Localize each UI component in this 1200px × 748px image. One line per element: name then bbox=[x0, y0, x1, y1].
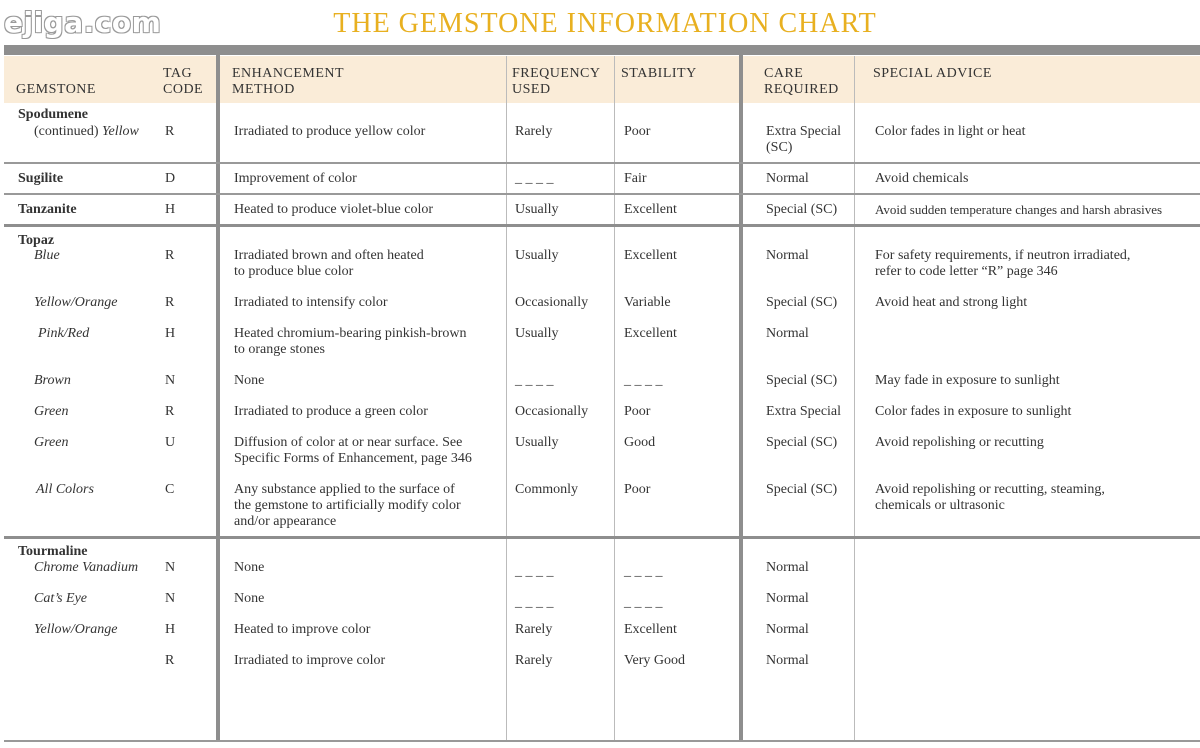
care-required: (SC) bbox=[766, 140, 793, 155]
special-advice: refer to code letter “R” page 346 bbox=[875, 264, 1058, 279]
frequency-used: Occasionally bbox=[515, 295, 589, 310]
gemstone-variety: Pink/Red bbox=[38, 326, 90, 341]
tag-code: R bbox=[165, 124, 175, 139]
header-care: REQUIRED bbox=[764, 82, 839, 97]
gemstone-name: Topaz bbox=[18, 233, 55, 248]
gemstone-variety: Green bbox=[34, 435, 69, 450]
special-advice: For safety requirements, if neutron irradiated, bbox=[875, 248, 1131, 263]
enhancement-method: Irradiated to produce a green color bbox=[234, 404, 428, 419]
header-frequency: FREQUENCY bbox=[512, 66, 601, 81]
row-divider bbox=[4, 193, 1200, 195]
tag-code: N bbox=[165, 560, 176, 575]
gemstone-variety: (continued) Yellow bbox=[34, 124, 139, 139]
stability: Excellent bbox=[624, 326, 677, 341]
enhancement-method: to produce blue color bbox=[234, 264, 354, 279]
enhancement-method: None bbox=[234, 373, 265, 388]
enhancement-method: Heated chromium-bearing pinkish-brown bbox=[234, 326, 467, 341]
gemstone-variety: All Colors bbox=[36, 482, 94, 497]
care-required: Special (SC) bbox=[766, 435, 838, 450]
frequency-used: Usually bbox=[515, 326, 559, 341]
enhancement-method: Diffusion of color at or near surface. See bbox=[234, 435, 463, 450]
enhancement-method: Heated to produce violet-blue color bbox=[234, 202, 434, 217]
stability: Poor bbox=[624, 482, 651, 497]
frequency-used: _ _ _ _ bbox=[515, 171, 554, 186]
tag-code: N bbox=[165, 373, 176, 388]
gemstone-name: Tourmaline bbox=[18, 544, 88, 559]
stability: _ _ _ _ bbox=[624, 564, 663, 579]
care-required: Normal bbox=[766, 591, 809, 606]
frequency-used: Occasionally bbox=[515, 404, 589, 419]
gemstone-name: Tanzanite bbox=[18, 202, 77, 217]
enhancement-method: Irradiated to produce yellow color bbox=[234, 124, 426, 139]
stability: Poor bbox=[624, 404, 651, 419]
care-required: Special (SC) bbox=[766, 373, 838, 388]
special-advice: Avoid repolishing or recutting, steaming, bbox=[875, 482, 1105, 497]
enhancement-method: Irradiated to improve color bbox=[234, 653, 386, 668]
special-advice: chemicals or ultrasonic bbox=[875, 498, 1005, 513]
tag-code: U bbox=[165, 435, 176, 450]
row-divider bbox=[4, 224, 1200, 227]
row-divider bbox=[4, 162, 1200, 164]
gemstone-variety: Yellow/Orange bbox=[34, 622, 118, 637]
tag-code: N bbox=[165, 591, 176, 606]
column-line-stability bbox=[614, 56, 615, 740]
special-advice: Avoid repolishing or recutting bbox=[875, 435, 1044, 450]
stability: Fair bbox=[624, 171, 647, 186]
stability: Excellent bbox=[624, 622, 677, 637]
care-required: Special (SC) bbox=[766, 482, 838, 497]
header-enhancement: ENHANCEMENT bbox=[232, 66, 345, 81]
column-divider-left bbox=[216, 45, 220, 742]
care-required: Normal bbox=[766, 560, 809, 575]
special-advice: May fade in exposure to sunlight bbox=[875, 373, 1060, 388]
stability: Excellent bbox=[624, 202, 677, 217]
special-advice: Avoid sudden temperature changes and harsh abrasives bbox=[875, 202, 1163, 217]
column-line-advice bbox=[854, 56, 855, 740]
header-care: CARE bbox=[764, 66, 804, 81]
gemstone-name: Sugilite bbox=[18, 171, 64, 186]
stability: Variable bbox=[624, 295, 671, 310]
frequency-used: Usually bbox=[515, 435, 559, 450]
care-required: Special (SC) bbox=[766, 295, 838, 310]
stability: Poor bbox=[624, 124, 651, 139]
tag-code: H bbox=[165, 622, 176, 637]
enhancement-method: None bbox=[234, 591, 265, 606]
care-required: Extra Special bbox=[766, 404, 842, 419]
frequency-used: Rarely bbox=[515, 653, 553, 668]
stability: _ _ _ _ bbox=[624, 595, 663, 610]
stability: Good bbox=[624, 435, 656, 450]
special-advice: Avoid heat and strong light bbox=[875, 295, 1028, 310]
care-required: Normal bbox=[766, 171, 809, 186]
care-required: Extra Special bbox=[766, 124, 842, 139]
tag-code: D bbox=[165, 171, 176, 186]
enhancement-method: Irradiated brown and often heated bbox=[234, 248, 424, 263]
tag-code: R bbox=[165, 248, 175, 263]
gemstone-variety: Chrome Vanadium bbox=[34, 560, 139, 575]
tag-code: C bbox=[165, 482, 175, 497]
column-divider-right bbox=[739, 45, 743, 742]
care-required: Normal bbox=[766, 622, 809, 637]
gemstone-variety: Yellow/Orange bbox=[34, 295, 118, 310]
enhancement-method: Improvement of color bbox=[234, 171, 357, 186]
watermark-logo: ejiga.com bbox=[4, 6, 162, 39]
special-advice: Color fades in light or heat bbox=[875, 124, 1026, 139]
header-frequency: USED bbox=[512, 82, 551, 97]
enhancement-method: the gemstone to artificially modify color bbox=[234, 498, 461, 513]
enhancement-method: Any substance applied to the surface of bbox=[234, 482, 455, 497]
gemstone-variety: Green bbox=[34, 404, 69, 419]
gemstone-name: Spodumene bbox=[18, 107, 89, 122]
special-advice: Avoid chemicals bbox=[875, 171, 969, 186]
row-divider bbox=[4, 536, 1200, 539]
frequency-used: Rarely bbox=[515, 124, 553, 139]
tag-code: H bbox=[165, 326, 176, 341]
gemstone-variety: Brown bbox=[34, 373, 71, 388]
frequency-used: Rarely bbox=[515, 622, 553, 637]
gemstone-variety: Blue bbox=[34, 248, 60, 263]
header-top-rule bbox=[4, 45, 1200, 55]
stability: _ _ _ _ bbox=[624, 373, 663, 388]
tag-code: R bbox=[165, 404, 175, 419]
tag-code: R bbox=[165, 653, 175, 668]
stability: Very Good bbox=[624, 653, 686, 668]
header-gemstone: GEMSTONE bbox=[16, 82, 96, 97]
enhancement-method: Irradiated to intensify color bbox=[234, 295, 388, 310]
header-enhancement: METHOD bbox=[232, 82, 295, 97]
care-required: Normal bbox=[766, 653, 809, 668]
column-line-frequency bbox=[506, 56, 507, 740]
enhancement-method: Heated to improve color bbox=[234, 622, 371, 637]
enhancement-method: Specific Forms of Enhancement, page 346 bbox=[234, 451, 472, 466]
enhancement-method: to orange stones bbox=[234, 342, 325, 357]
header-stability: STABILITY bbox=[621, 66, 697, 81]
care-required: Special (SC) bbox=[766, 202, 838, 217]
frequency-used: Usually bbox=[515, 248, 559, 263]
care-required: Normal bbox=[766, 248, 809, 263]
tag-code: R bbox=[165, 295, 175, 310]
frequency-used: _ _ _ _ bbox=[515, 564, 554, 579]
frequency-used: Usually bbox=[515, 202, 559, 217]
frequency-used: Commonly bbox=[515, 482, 579, 497]
frequency-used: _ _ _ _ bbox=[515, 595, 554, 610]
gemstone-variety: Cat’s Eye bbox=[34, 591, 88, 606]
special-advice: Color fades in exposure to sunlight bbox=[875, 404, 1072, 419]
enhancement-method: and/or appearance bbox=[234, 514, 337, 529]
care-required: Normal bbox=[766, 326, 809, 341]
header-advice: SPECIAL ADVICE bbox=[873, 66, 992, 81]
enhancement-method: None bbox=[234, 560, 265, 575]
frequency-used: _ _ _ _ bbox=[515, 373, 554, 388]
header-tag-code: TAG bbox=[163, 66, 193, 81]
page-title: THE GEMSTONE INFORMATION CHART bbox=[333, 8, 877, 39]
stability: Excellent bbox=[624, 248, 677, 263]
table-bottom-rule bbox=[4, 740, 1200, 742]
tag-code: H bbox=[165, 202, 176, 217]
header-tag-code: CODE bbox=[163, 82, 204, 97]
